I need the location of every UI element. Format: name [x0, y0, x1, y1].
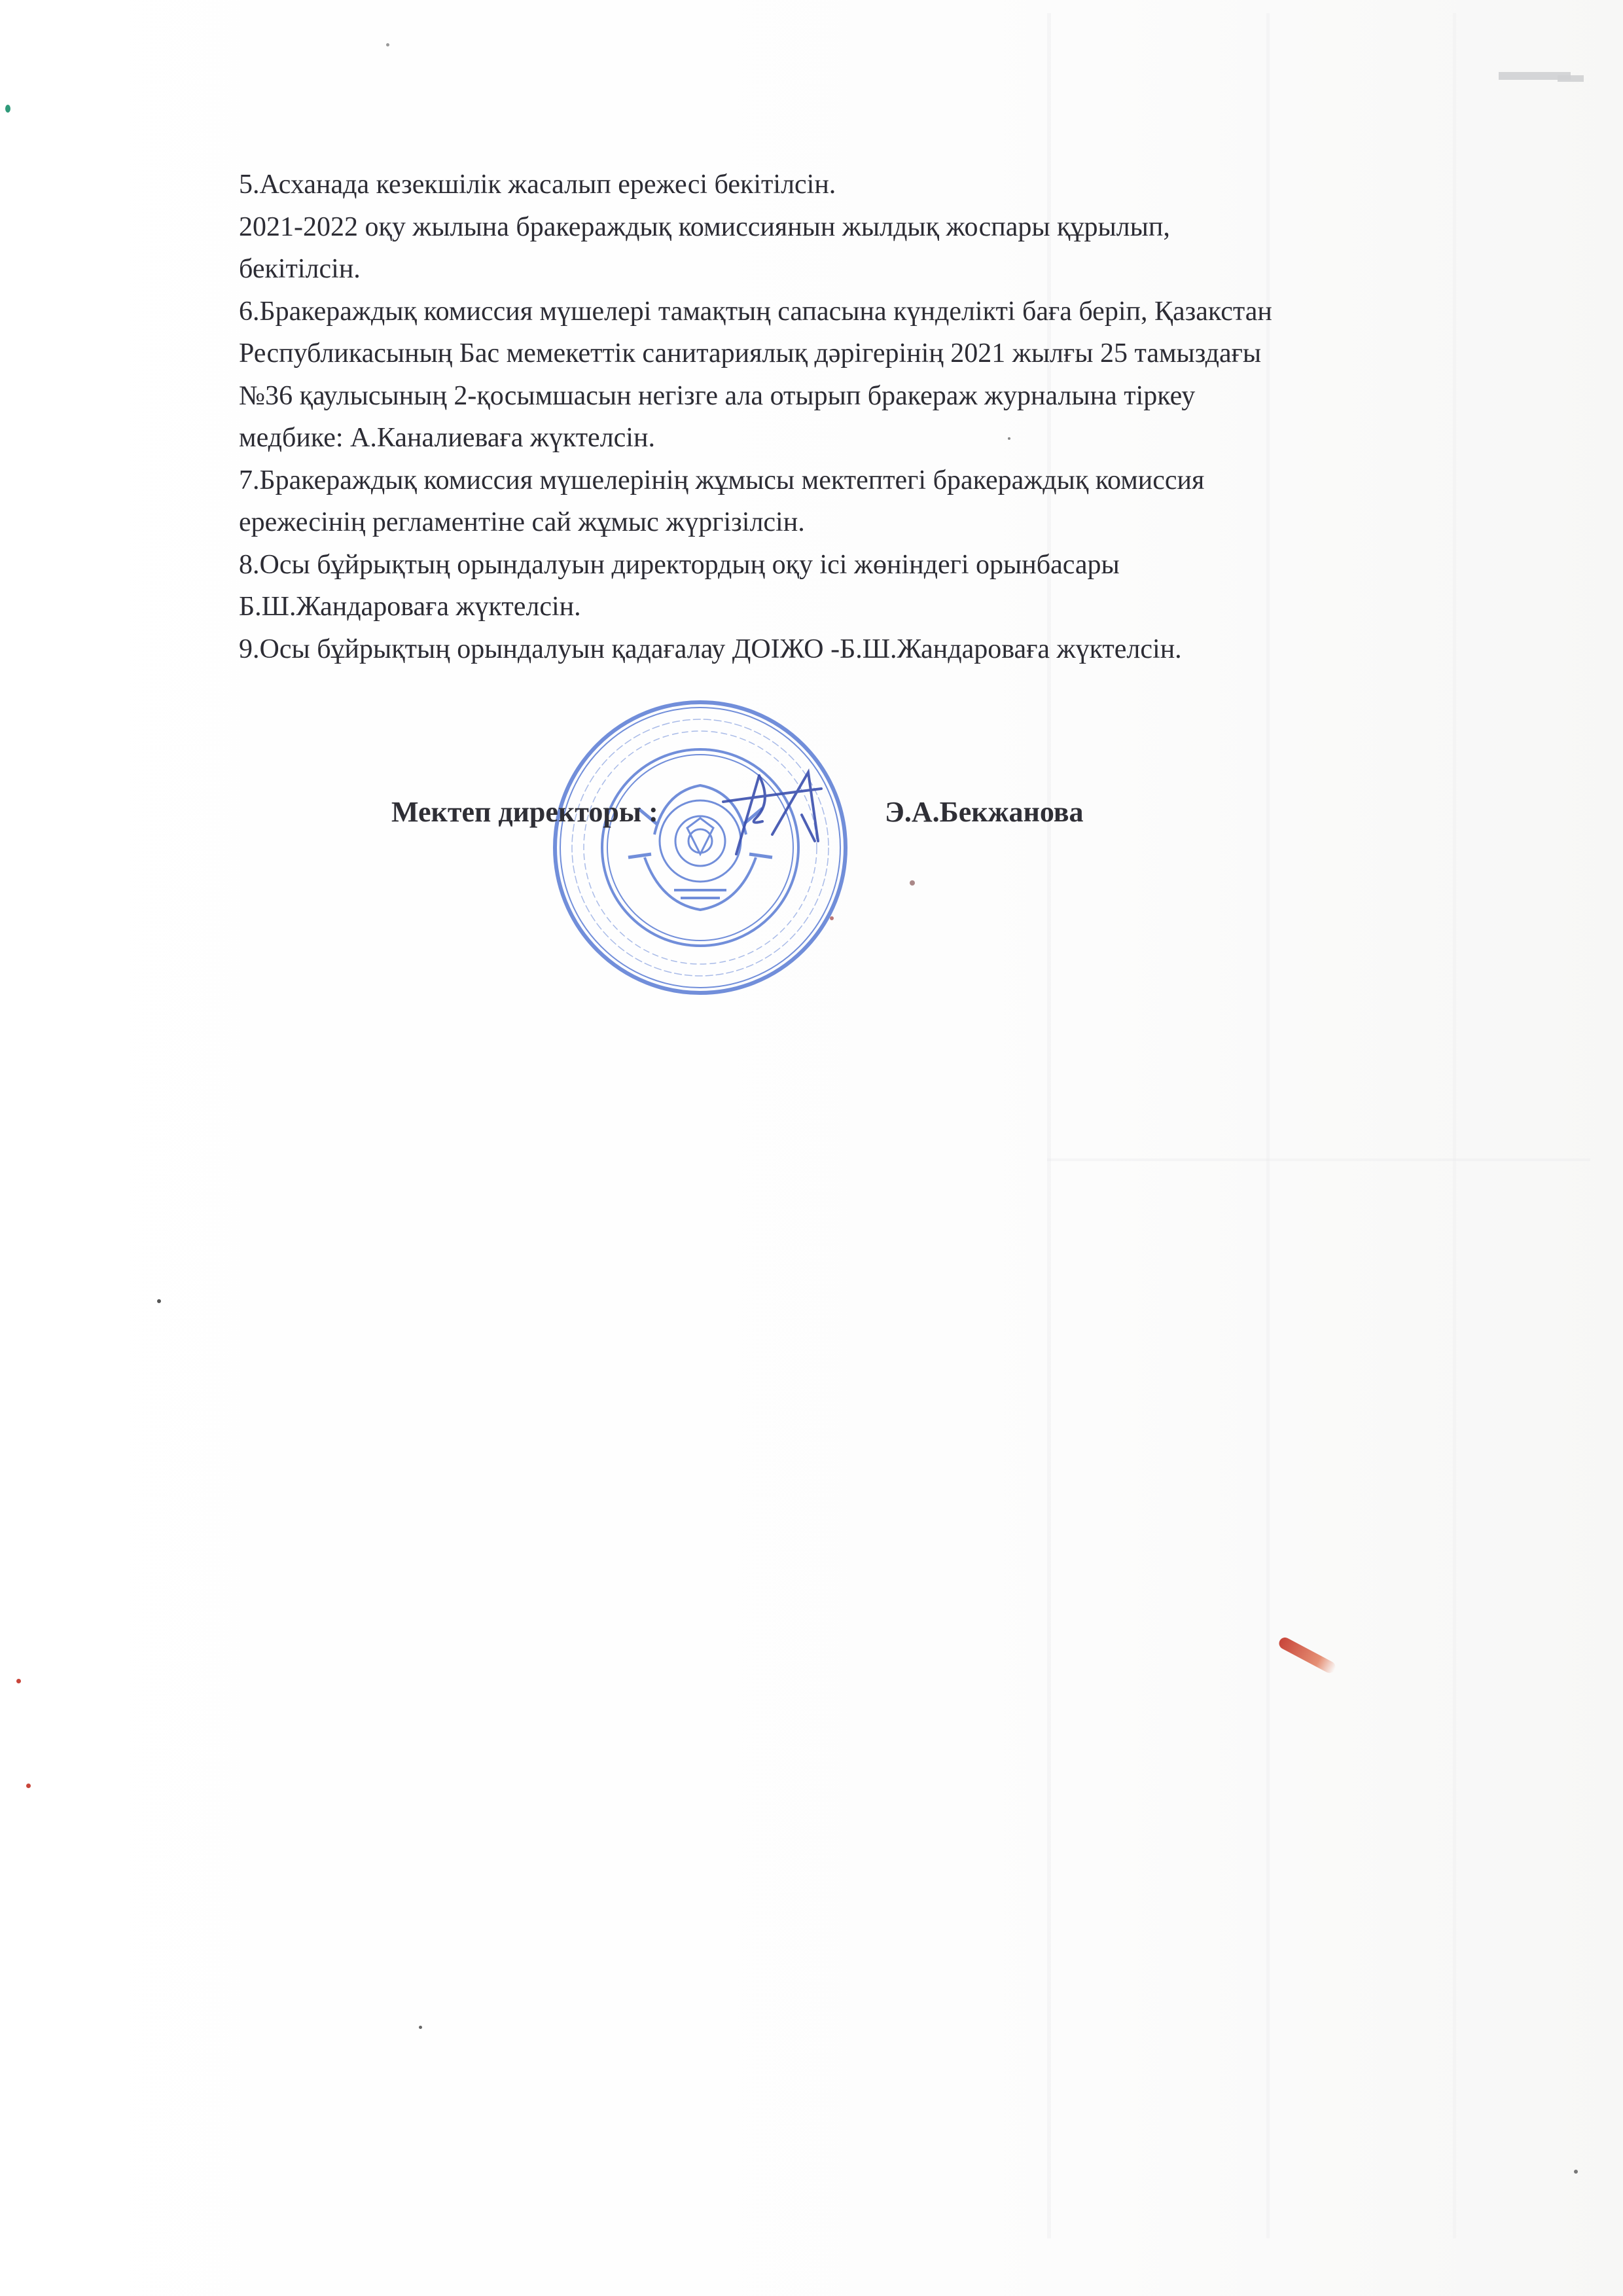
- scan-speck: [386, 43, 389, 46]
- scan-speck: [830, 916, 834, 920]
- signatory-title: Мектеп директоры :: [391, 796, 658, 828]
- text-line: 2021-2022 оқу жылына бракераждық комиссиянын жылдық жоспары құрылып,: [239, 211, 1170, 242]
- text-line: 9.Осы бұйрықтың орындалуын қадағалау ДОІЖО -Б.Ш.Жандароваға жүктелсін.: [239, 634, 1182, 664]
- text-line: ережесінің регламентіне сай жұмыс жүргізілсін.: [239, 507, 805, 537]
- text-line: бекітілсін.: [239, 254, 361, 284]
- scan-speck: [26, 1784, 31, 1788]
- scan-speck: [1574, 2170, 1578, 2174]
- text-line: 6.Бракераждық комиссия мүшелері тамақтың сапасына күнделікті баға беріп, Қазакстан: [239, 296, 1272, 327]
- handwritten-signature-icon: [710, 762, 841, 861]
- scan-speck: [1008, 437, 1010, 440]
- text-line: Б.Ш.Жандароваға жүктелсін.: [239, 592, 581, 622]
- text-line: 8.Осы бұйрықтың орындалуын директордың оқу ісі жөніндегі орынбасары: [239, 549, 1120, 580]
- text-line: №36 қаулысының 2-қосымшасын негізге ала отырып бракераж журналына тіркеу: [239, 380, 1196, 411]
- bleed-through-mark: [1047, 1158, 1590, 1161]
- red-pencil-mark: [1277, 1636, 1337, 1675]
- text-line: 7.Бракераждық комиссия мүшелерінің жұмысы мектептегі бракераждық комиссия: [239, 465, 1205, 495]
- text-line: Республикасының Бас мемекеттік санитариялық дәрігерінің 2021 жылғы 25 тамыздағы: [239, 338, 1262, 368]
- scan-speck: [419, 2026, 422, 2029]
- text-line: медбике: А.Каналиеваға жүктелсін.: [239, 423, 655, 453]
- scan-speck: [5, 105, 10, 113]
- scan-speck: [16, 1679, 21, 1683]
- scan-speck: [157, 1299, 161, 1303]
- scan-speck: [910, 880, 915, 886]
- signatory-name: Э.А.Бекжанова: [885, 796, 1084, 828]
- text-line: 5.Асханада кезекшілік жасалып ережесі бекітілсін.: [239, 170, 836, 200]
- bleed-through-mark: [1558, 75, 1584, 82]
- order-body-text: [239, 164, 1535, 670]
